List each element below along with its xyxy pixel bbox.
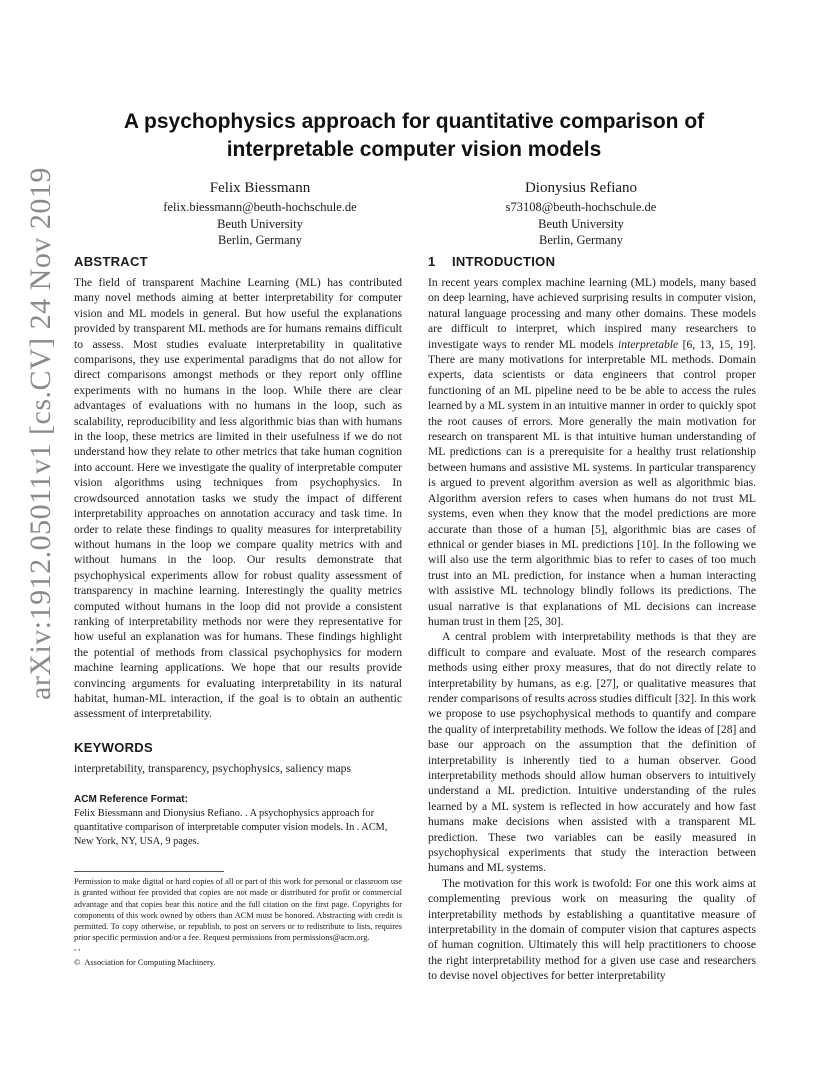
author-location: Berlin, Germany: [217, 233, 302, 247]
section-number: 1: [428, 254, 436, 269]
arxiv-identifier: arXiv:1912.05011v1 [cs.CV] 24 Nov 2019: [24, 167, 57, 700]
intro-p1-emphasis: interpretable: [618, 337, 679, 351]
copyright-text: Association for Computing Machinery.: [84, 958, 216, 968]
author-block-1: [110, 178, 410, 249]
acm-reference-text: Felix Biessmann and Dionysius Refiano. . A psychophysics approach for quantitative comparison of interpretable computer vision models. In . ACM, New York, NY, USA, 9 pages.: [74, 808, 388, 848]
acm-reference-heading: ACM Reference Format:: [74, 794, 188, 806]
abstract-heading: ABSTRACT: [74, 254, 148, 269]
right-column: [428, 254, 756, 984]
author-name: Dionysius Refiano: [524, 180, 638, 196]
keywords-heading: KEYWORDS: [74, 739, 153, 755]
author-email: s73108@beuth-hochschule.de: [505, 200, 657, 214]
intro-paragraph-2: A central problem with interpretability methods is that they are difficult to compare and evaluate. Most of the research compares methods using either proxy measures, that do not directly relate to interpretability by humans, as e.g. [27], or qualitative measures that render comparisons of results across studies difficult [32]. In this work we propose to use psychophysical methods to quantify and compare the quality of interpretability methods. We follow the ideas of [28] and base our approach on the assumption that the definition of interpretability is inherently tied to a human observer. Good interpretability methods should allow human observers to intuitively understand a ML prediction. Intuitive understanding of the rules learned by a ML system is reflected in how accurately and how fast humans make decisions when assisted with a transparent ML prediction. These two variables can be easily measured in psychophysical experiments that study the interaction between humans and ML systems.: [428, 630, 756, 875]
paper-title: A psychophysics approach for quantitative comparison of interpretable computer vision models: [123, 110, 705, 161]
abstract-text: The field of transparent Machine Learning (ML) has contributed many novel methods aiming at better interpretability for computer vision and ML models in general. But how useful the explanations provided by transparent ML methods are for humans remains difficult to assess. Most studies evaluate interpretability in qualitative comparisons, they use experimental paradigms that do not allow for direct comparisons amongst methods or they report only offline experiments with no humans in the loop. While there are clear advantages of evaluations with no humans in the loop, such as scalability, reproducibility and less algorithmic bias than with humans in the loop, these metrics are limited in their usefulness if we do not understand how they relate to other metrics that take human cognition into account. Here we investigate the quality of interpretable computer vision algorithms using techniques from psychophysics. In crowdsourced annotation tasks we study the impact of different interpretability approaches on annotation accuracy and task time. In order to relate these findings to quality measures for interpretability without humans in the loop we compare quality metrics with and without humans in the loop. Our results demonstrate that psychophysical experiments allow for robust quality assessment of transparency in machine learning. Interestingly the quality metrics computed without humans in the loop did not provide a consistent ranking of interpretability methods nor were they representative for how useful an explanation was for humans. These findings highlight the potential of methods from classical psychophysics for modern machine learning applications. We hope that our results provide convincing arguments for evaluating interpretability in its natural habitat, human-ML interaction, if the goal is to obtain an authentic assessment of interpretability.: [74, 276, 402, 721]
intro-p1-part-b: [6, 13, 15, 19]. There are many motivations for interpretable ML methods. Domain experts, data scientists or data engineers that control proper functioning of an ML pipeline need to be be able to access the rules learned by a ML system in an intuitive manner in order to quickly spot the root causes of errors. More generally the main motivation for research on transparent ML is that intuitive human understanding of ML predictions can is a prerequisite for a healthy trust relationship between humans and assistive ML systems. In particular transparency is argued to prevent algorithm aversion as well as algorithmic bias. Algorithm aversion refers to cases when humans do not trust ML systems, even when they know that the model predictions are more accurate than those of a human [5], algorithmic bias are cases of ethnical or gender biases in ML predictions [10]. In the following we will also use the term algorithmic bias to refer to cases of too much trust into an ML prediction, for instance when a human interacting with assistive ML technology blindly follows its predictions. The usual narrative is that explanations of ML decisions can increase human trust in them [25, 30].: [428, 337, 756, 628]
author-affiliation: Beuth University: [538, 216, 624, 231]
author-name: Felix Biessmann: [209, 180, 311, 196]
intro-p1-part-a: In recent years complex machine learning (ML) models, many based on deep learning, have achieved surprising results in computer vision, natural language processing and many other domains. These models are difficult to interpret, which inspired many researchers to investigate ways to render ML models: [428, 276, 756, 351]
author-location: Berlin, Germany: [538, 233, 623, 247]
author-email: felix.biessmann@beuth-hochschule.de: [163, 200, 357, 214]
section-title: INTRODUCTION: [452, 254, 556, 269]
keywords-text: interpretability, transparency, psychophysics, saliency maps: [74, 761, 351, 775]
copyright-icon: ©: [74, 958, 81, 968]
intro-paragraph-1: [428, 275, 756, 629]
author-affiliation: Beuth University: [217, 216, 303, 231]
copyright-notice: [74, 957, 402, 968]
conference-placeholder: , ,: [74, 943, 81, 953]
footnote-divider: [74, 871, 224, 872]
left-column: [74, 254, 402, 969]
intro-paragraph-3: The motivation for this work is twofold: For one this work aims at complementing previous work on measuring the quality of interpretability methods by establishing a quantitative measure of interpretability in the domain of computer vision that captures aspects of human cognition. Ultimately this will help practitioners to choose the right interpretability method for a given use case and researchers to devise novel objectives for better interpretability: [428, 876, 756, 983]
permission-notice: Permission to make digital or hard copies of all or part of this work for personal or classroom use is granted without fee provided that copies are not made or distributed for profit or commercial advantage and that copies bear this notice and the full citation on the first page. Copyrights for components of this work owned by others than ACM must be honored. Abstracting with credit is permitted. To copy otherwise, or republish, to post on servers or to redistribute to lists, requires prior specific permission and/or a fee. Request permissions from permissions@acm.org.: [74, 877, 402, 943]
author-block-2: [431, 178, 731, 249]
introduction-heading: [428, 254, 756, 269]
